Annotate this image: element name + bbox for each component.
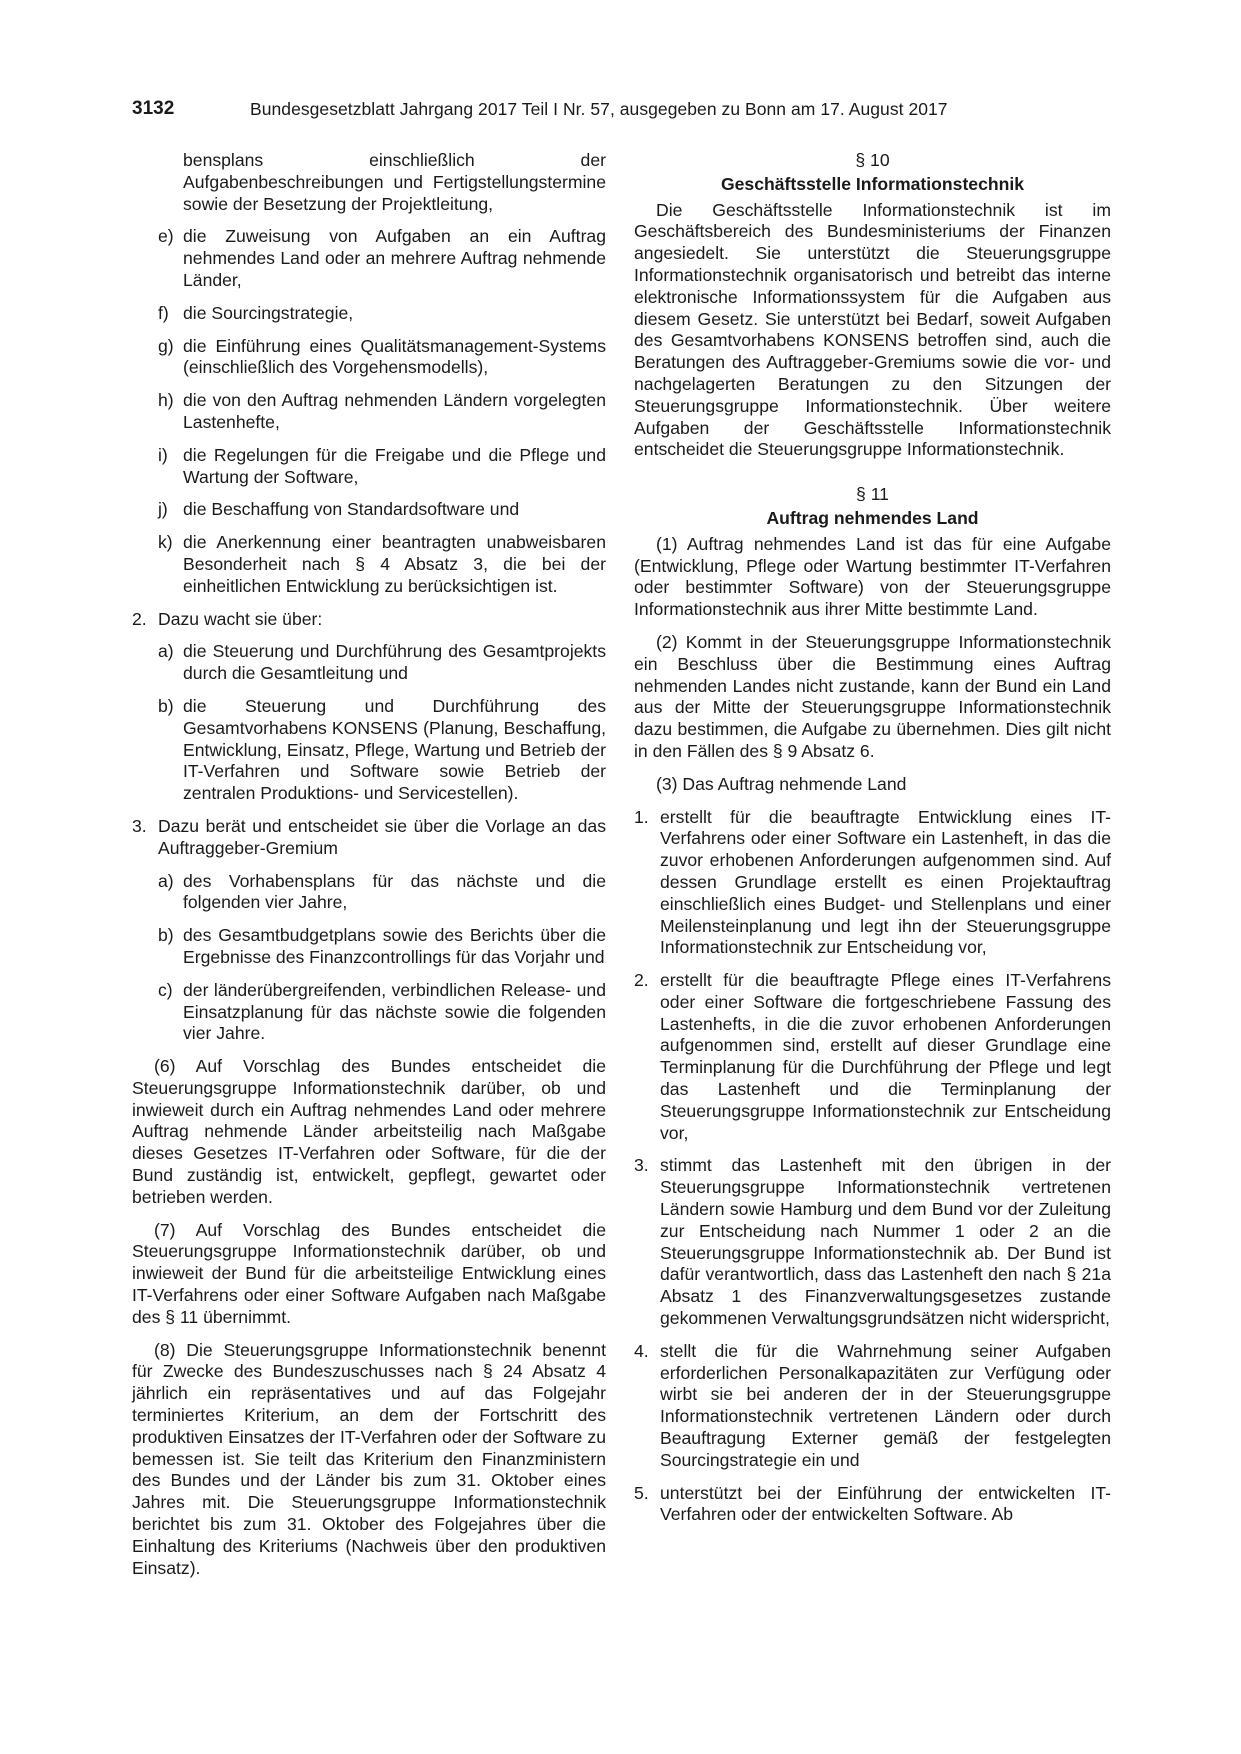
list-item-2a (132, 641, 606, 685)
item-label: 3. (132, 815, 147, 836)
item-text: die Regelungen für die Freigabe und die Pflege und Wartung der Software, (183, 444, 606, 487)
item-text: stellt die für die Wahrnehmung seiner Aufgaben erforderlichen Personalkapazitäten zur Verfügung oder wirbt sie bei anderen der in der Steuerungsgruppe Informationstechnik vertretenen Ländern oder durch Beauftragung Externer gemäß der festgelegten Sourcingstrategie ein und (660, 1340, 1111, 1470)
item-label: c) (158, 979, 173, 1000)
item-text: erstellt für die beauftragte Pflege eines IT-Verfahrens oder einer Software die fortgeschriebene Fassung des Lastenhefts, in die die zuvor erhobenen Anforderungen aufgenommen sind, erstellt auf dieser Grundlage eine Terminplanung für die Durchführung der Pflege und legt das Lastenheft und die Terminplanung der Steuerungsgruppe Informationstechnik zur Entscheidung vor, (660, 970, 1111, 1143)
item-text: die Sourcingstrategie, (183, 302, 354, 323)
numbered-item-3 (132, 816, 606, 860)
section-11-number: § 11 (856, 484, 889, 505)
item-text: die Anerkennung einer beantragten unabweisbaren Besonderheit nach § 4 Absatz 3, die bei der einheitlichen Entwicklung zu berücksichtigen ist. (183, 532, 606, 596)
numbered-item-2 (634, 970, 1111, 1144)
item-label: 2. (132, 608, 147, 629)
item-text: des Vorhabensplans für das nächste und die folgenden vier Jahre, (183, 870, 606, 913)
numbered-item-5 (634, 1483, 1111, 1527)
list-item-g (132, 336, 606, 380)
numbered-item-3 (634, 1155, 1111, 1329)
item-label: j) (158, 499, 168, 520)
item-text: die Steuerung und Durchführung des Gesamtvorhabens KONSENS (Planung, Beschaffung, Entwicklung, Einsatz, Pflege, Wartung und Betrieb der IT-Verfahren und Software sowie Betrieb der zentralen Produktions- und Servicestellen). (183, 695, 606, 804)
section-11-title: Auftrag nehmendes Land (766, 507, 979, 528)
list-item-3a (132, 871, 606, 915)
page-header (132, 98, 1112, 124)
section-10-text: Die Geschäftsstelle Informationstechnik ist im Geschäftsbereich des Bundesministeriums der Finanzen angesiedelt. Sie unterstützt die Steuerungsgruppe Informationstechnik organisatorisch und betreibt das interne elektronische Informationssystem für die Aufgaben aus diesem Gesetz. Sie unterstützt bei Bedarf, soweit Aufgaben des Gesamtvorhabens KONSENS betroffen sind, auch die Beratungen des Auftraggeber-Gremiums sowie die vor- und nachgelagerten Beratungen zu den Sitzungen der Steuerungsgruppe Informationstechnik. Über weitere Aufgaben der Geschäftsstelle Informationstechnik entscheidet die Steuerungsgruppe Informationstechnik. (634, 199, 1111, 460)
list-item-3c (132, 980, 606, 1045)
item-text: Dazu wacht sie über: (158, 608, 323, 629)
item-text: die Zuweisung von Aufgaben an ein Auftrag nehmendes Land oder an mehrere Auftrag nehmende Länder, (183, 226, 606, 290)
item-label: e) (158, 226, 174, 247)
list-item-3b (132, 925, 606, 969)
item-label: a) (158, 870, 174, 891)
item-label: h) (158, 390, 174, 411)
numbered-item-4 (634, 1341, 1111, 1472)
section-11-paragraph-1: (1) Auftrag nehmendes Land ist das für eine Aufgabe (Entwicklung, Pflege oder Wartung bestimmter IT-Verfahren oder bestimmter Software) von der Steuerungsgruppe Informationstechnik aus ihrer Mitte bestimmte Land. (634, 533, 1111, 620)
item-label: 2. (634, 970, 649, 991)
right-column (634, 150, 1111, 1537)
item-label: i) (158, 444, 168, 465)
item-text: stimmt das Lastenheft mit den übrigen in der Steuerungsgruppe Informationstechnik vertretenen Ländern sowie Hamburg und dem Bund vor der Zuleitung zur Entscheidung nach Nummer 1 oder 2 an die Steuerungsgruppe Informationstechnik ab. Der Bund ist dafür verantwortlich, dass das Lastenheft den nach § 21a Absatz 1 des Finanzverwaltungsgesetzes zustande gekommenen Verwaltungsgrundsätzen nicht widerspricht, (660, 1155, 1111, 1329)
left-column (132, 150, 606, 1590)
paragraph-7: (7) Auf Vorschlag des Bundes entscheidet die Steuerungsgruppe Informationstechnik darüber, ob und inwieweit der Bund für die arbeitsteilige Entwicklung eines IT-Verfahrens oder einer Software Aufgaben nach Maßgabe des § 11 übernimmt. (132, 1219, 606, 1327)
gazette-title: Bundesgesetzblatt Jahrgang 2017 Teil I Nr. 57, ausgegeben zu Bonn am 17. August 2017 (250, 99, 948, 119)
numbered-item-2 (132, 609, 606, 631)
paragraph-8: (8) Die Steuerungsgruppe Informationstechnik benennt für Zwecke des Bundeszuschusses nach § 24 Absatz 4 jährlich ein repräsentatives und auf das Folgejahr terminiertes Kriterium, an dem der Fortschritt des produktiven Einsatzes der IT-Verfahren oder der Software zu bemessen ist. Sie teilt das Kriterium den Finanzministern des Bundes und der Länder bis zum 31. Oktober eines Jahres mit. Die Steuerungsgruppe Informationstechnik berichtet bis zum 31. Oktober des Folgejahres über die Einhaltung des Kriteriums (Nachweis über den produktiven Einsatz). (132, 1339, 606, 1578)
item-text: die Steuerung und Durchführung des Gesamtprojekts durch die Gesamtleitung und (183, 641, 606, 684)
section-10-title: Geschäftsstelle Informationstechnik (720, 173, 1025, 194)
item-text: unterstützt bei der Einführung der entwickelten IT-Verfahren oder der entwickelten Software. Ab (660, 1482, 1111, 1525)
item-text: Dazu berät und entscheidet sie über die Vorlage an das Auftraggeber-Gremium (158, 815, 606, 858)
section-11-paragraph-2: (2) Kommt in der Steuerungsgruppe Informationstechnik ein Beschluss über die Bestimmung eines Auftrag nehmenden Landes nicht zustande, kann der Bund ein Land aus der Mitte der Steuerungsgruppe Informationstechnik dazu bestimmen, die Aufgabe zu übernehmen. Dies gilt nicht in den Fällen des § 9 Absatz 6. (634, 631, 1111, 761)
list-item-j (132, 499, 606, 521)
numbered-item-1 (634, 807, 1111, 960)
list-item-i (132, 445, 606, 489)
list-item-f (132, 303, 606, 325)
item-text: die von den Auftrag nehmenden Ländern vorgelegten Lastenhefte, (183, 390, 606, 432)
item-label: a) (158, 641, 174, 662)
item-label: 3. (634, 1155, 649, 1176)
list-item-2b (132, 696, 606, 805)
item-text: der länderübergreifenden, verbindlichen Release- und Einsatzplanung für das nächste sowie die folgenden vier Jahre. (183, 979, 606, 1044)
item-label: 5. (634, 1482, 649, 1503)
list-item-k (132, 532, 606, 597)
item-label: b) (158, 925, 174, 946)
item-text: die Einführung eines Qualitätsmanagement-Systems (einschließlich des Vorgehensmodells), (183, 335, 606, 378)
page-number: 3132 (132, 98, 175, 119)
item-label: g) (158, 335, 174, 356)
section-10-number: § 10 (855, 150, 890, 170)
item-text: des Gesamtbudgetplans sowie des Berichts über die Ergebnisse des Finanzcontrollings für das Vorjahr und (183, 925, 606, 967)
list-item-e (132, 226, 606, 291)
list-item-h (132, 390, 606, 434)
item-text: erstellt für die beauftragte Entwicklung eines IT-Verfahrens oder einer Software ein Lastenheft, in das die zuvor erhobenen Anforderungen aufgenommen sind. Auf dessen Grundlage erstellt es einen Projektauftrag einschließlich eines Budget- und Stellenplans und einer Meilensteinplanung und legt ihn der Steuerungsgruppe Informationstechnik zur Entscheidung vor, (660, 806, 1111, 958)
continuation-text: bensplans einschließlich der Aufgabenbeschreibungen und Fertigstellungstermine sowie der Besetzung der Projektleitung, (183, 150, 606, 214)
item-label: f) (158, 302, 169, 323)
item-label: 4. (634, 1340, 649, 1361)
item-label: 1. (634, 806, 649, 827)
section-11-paragraph-3: (3) Das Auftrag nehmende Land (656, 773, 907, 794)
item-label: b) (158, 695, 174, 716)
item-text: die Beschaffung von Standardsoftware und (183, 499, 520, 520)
item-label: k) (158, 532, 173, 553)
paragraph-6: (6) Auf Vorschlag des Bundes entscheidet die Steuerungsgruppe Informationstechnik darüber, ob und inwieweit durch ein Auftrag nehmendes Land oder mehrere Auftrag nehmende Länder arbeitsteilig nach Maßgabe dieses Gesetzes IT-Verfahren oder Software, für die der Bund zuständig ist, entwickelt, gepflegt, gewartet oder betrieben werden. (132, 1056, 606, 1207)
